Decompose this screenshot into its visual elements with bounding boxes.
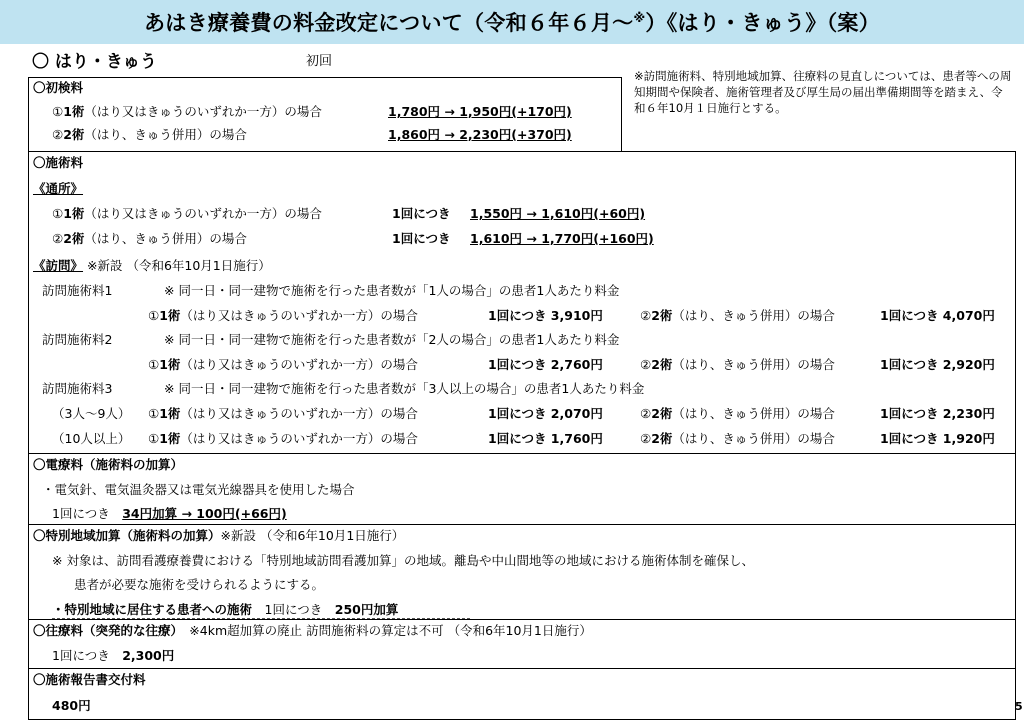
home-visit-fee-3-name: 訪問施術料3: [42, 381, 113, 396]
outpatient-item-1-per: 1回につき: [392, 206, 451, 221]
home-visit-fee-1-option-b: ②2術（はり、きゅう併用）の場合: [640, 308, 835, 323]
home-visit-fee-2-price-b: 1回につき 2,920円: [880, 357, 995, 372]
page-number: 5: [1015, 700, 1023, 713]
page-title: あはき療養費の料金改定について（令和６年６月～※）《はり・きゅう》（案）: [143, 11, 881, 35]
initial-exam-item-1-price: 1,780円 → 1,950円(+170円): [388, 104, 572, 119]
initial-exam-heading: 〇初検料: [33, 80, 84, 95]
electric-therapy-heading: 〇電療料（施術料の加算）: [33, 457, 184, 472]
home-visit-fee-3-row-2-price-a: 1回につき 1,760円: [488, 431, 603, 446]
home-visit-fee-1-price-b: 1回につき 4,070円: [880, 308, 995, 323]
home-visit-fee-3-row-1-price-a: 1回につき 2,070円: [488, 406, 603, 421]
treatment-fee-heading: 〇施術料: [33, 155, 84, 170]
first-visit-label: 初回: [306, 54, 333, 69]
special-area-desc-1: ※ 対象は、訪問看護療養費における「特別地域訪問看護加算」の地域。離島や中山間地等の地域における施術体制を確保し、: [52, 553, 754, 568]
home-visit-fee-3-row-1-option-b: ②2術（はり、きゅう併用）の場合: [640, 406, 835, 421]
home-visit-fee-2-price-a: 1回につき 2,760円: [488, 357, 603, 372]
travel-fee-price-line: 1回につき 2,300円: [52, 648, 175, 663]
outpatient-item-1-price: 1,550円 → 1,610円(+60円): [470, 206, 646, 221]
home-visit-fee-1-option-a: ①1術（はり又はきゅうのいずれか一方）の場合: [148, 308, 418, 323]
outpatient-item-2-per: 1回につき: [392, 231, 451, 246]
special-area-heading: 〇特別地域加算（施術料の加算）※新設 （令和6年10月1日施行）: [33, 528, 405, 543]
home-visit-fee-3-row-1-option-a: ①1術（はり又はきゅうのいずれか一方）の場合: [148, 406, 418, 421]
home-visit-fee-2-name: 訪問施術料2: [42, 332, 113, 347]
home-visit-fee-3-row-2-prefix: （10人以上）: [52, 431, 131, 446]
electric-therapy-price-line: 1回につき 34円加算 → 100円(+66円): [52, 506, 287, 521]
outpatient-item-1-label: ①1術（はり又はきゅうのいずれか一方）の場合: [52, 206, 322, 221]
outpatient-heading: 《通所》: [33, 181, 84, 196]
report-fee-box: [28, 668, 1016, 720]
initial-exam-item-2-price: 1,860円 → 2,230円(+370円): [388, 127, 572, 142]
home-visit-fee-2-option-b: ②2術（はり、きゅう併用）の場合: [640, 357, 835, 372]
home-visit-fee-1-price-a: 1回につき 3,910円: [488, 308, 603, 323]
special-area-item: ・特別地域に居住する患者への施術 1回につき 250円加算: [52, 602, 399, 617]
home-visit-fee-3-row-1-prefix: （3人～9人）: [52, 406, 131, 421]
special-area-desc-2: 患者が必要な施術を受けられるようにする。: [74, 577, 325, 592]
home-visit-fee-1-desc: ※ 同一日・同一建物で施術を行った患者数が「1人の場合」の患者1人あたり料金: [164, 283, 620, 298]
initial-exam-item-2-label: ②2術（はり、きゅう併用）の場合: [52, 127, 247, 142]
report-fee-heading: 〇施術報告書交付料: [33, 672, 146, 687]
home-visit-fee-3-desc: ※ 同一日・同一建物で施術を行った患者数が「3人以上の場合」の患者1人あたり料金: [164, 381, 645, 396]
initial-exam-item-1-label: ①1術（はり又はきゅうのいずれか一方）の場合: [52, 104, 322, 119]
title-bar: [0, 0, 1024, 44]
home-visit-fee-1-name: 訪問施術料1: [42, 283, 113, 298]
electric-therapy-condition: ・電気針、電気温灸器又は電気光線器具を使用した場合: [42, 482, 355, 497]
implementation-note: ※訪問施術料、特別地域加算、往療料の見直しについては、患者等への周知期間や保険者、施術管理者及び厚生局の届出準備期間等を踏まえ、令和６年10月１日施行とする。: [634, 69, 1012, 115]
outpatient-item-2-label: ②2術（はり、きゅう併用）の場合: [52, 231, 247, 246]
home-visit-heading-line: 《訪問》 ※新設 （令和6年10月1日施行）: [33, 258, 271, 273]
home-visit-fee-3-row-2-option-b: ②2術（はり、きゅう併用）の場合: [640, 431, 835, 446]
section-header-label: 〇 はり・きゅう: [32, 52, 157, 72]
home-visit-fee-3-row-2-option-a: ①1術（はり又はきゅうのいずれか一方）の場合: [148, 431, 418, 446]
home-visit-fee-2-desc: ※ 同一日・同一建物で施術を行った患者数が「2人の場合」の患者1人あたり料金: [164, 332, 620, 347]
home-visit-fee-3-row-1-price-b: 1回につき 2,230円: [880, 406, 995, 421]
report-fee-price: 480円: [52, 698, 91, 713]
home-visit-fee-2-option-a: ①1術（はり又はきゅうのいずれか一方）の場合: [148, 357, 418, 372]
travel-fee-heading: 〇往療料（突発的な往療） ※4km超加算の廃止 訪問施術料の算定は不可 （令和6年10月1日施行）: [33, 623, 592, 638]
outpatient-item-2-price: 1,610円 → 1,770円(+160円): [470, 231, 654, 246]
home-visit-fee-3-row-2-price-b: 1回につき 1,920円: [880, 431, 995, 446]
